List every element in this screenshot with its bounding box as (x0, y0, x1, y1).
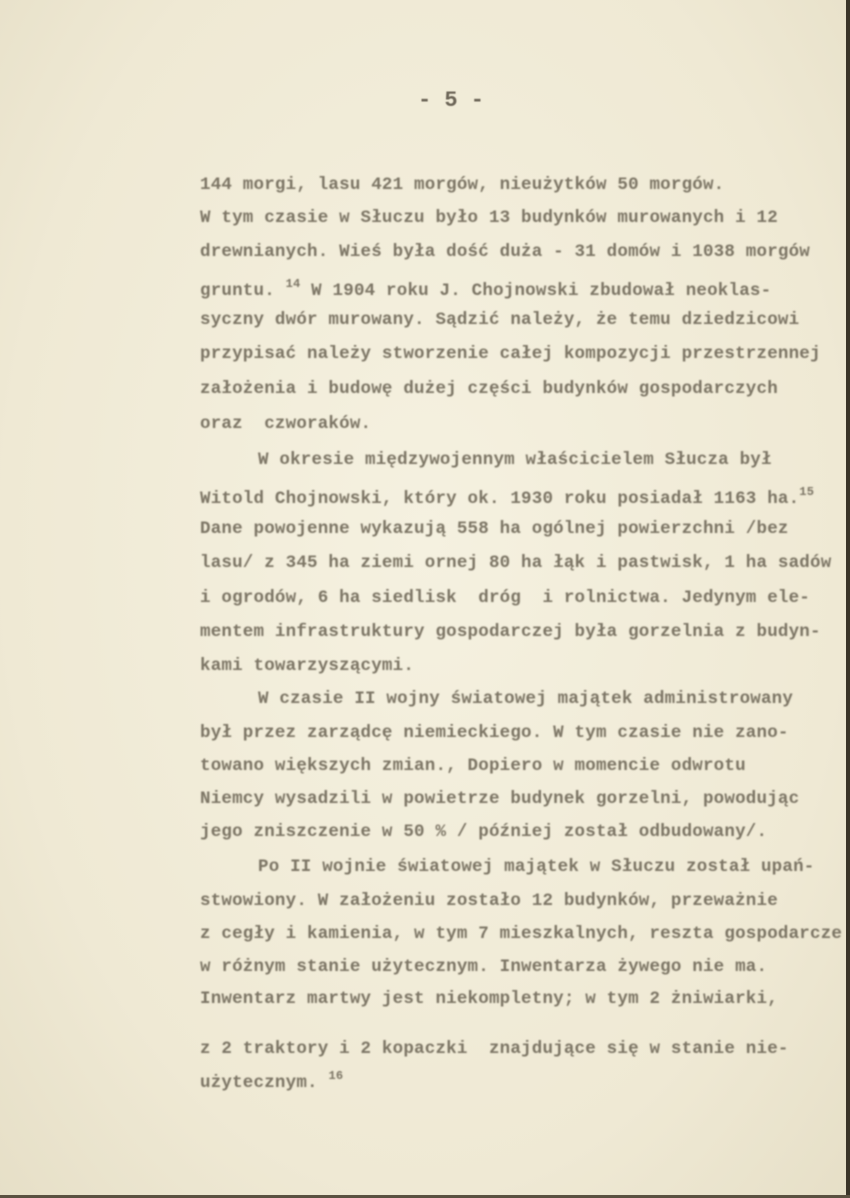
text-line: W czasie II wojny światowej majątek administrowany (258, 689, 794, 709)
text-line: 144 morgi, lasu 421 morgów, nieużytków 50 morgów. (200, 175, 725, 195)
text-fragment: użytecznym. (200, 1073, 318, 1093)
text-line: Po II wojnie światowej majątek w Słuczu został upań- (258, 857, 815, 877)
text-line: Niemcy wysadzili w powietrze budynek gorzelni, powodując (200, 789, 800, 809)
text-line: syczny dwór murowany. Sądzić należy, że temu dziedzicowi (200, 310, 800, 330)
scan-edge-right (846, 0, 850, 1198)
text-line: mentem infrastruktury gospodarczej była gorzelnia z budyn- (200, 622, 821, 642)
text-line: stwowiony. W założeniu zostało 12 budynków, przeważnie (200, 891, 778, 911)
text-line: jego zniszczenie w 50 % / później został odbudowany/. (200, 822, 768, 842)
text-line (200, 277, 771, 301)
text-line: towano większych zmian., Dopiero w momencie odwrotu (200, 756, 746, 776)
text-fragment: W 1904 roku J. Chojnowski zbudował neoklas- (311, 281, 772, 301)
text-line: przypisać należy stworzenie całej kompozycji przestrzennej (200, 344, 821, 364)
text-fragment: gruntu. (200, 281, 275, 301)
text-line: oraz czworaków. (200, 414, 372, 434)
footnote-ref: 14 (285, 277, 301, 291)
text-line (200, 1069, 343, 1093)
text-line: założenia i budowę dużej części budynków gospodarczych (200, 379, 778, 399)
text-line: Dane powojenne wykazują 558 ha ogólnej powierzchni /bez (200, 519, 789, 539)
text-line: Inwentarz martwy jest niekompletny; w tym 2 żniwiarki, (200, 989, 778, 1009)
text-line: W tym czasie w Słuczu było 13 budynków murowanych i 12 (200, 208, 778, 228)
text-line (200, 485, 814, 509)
footnote-ref: 15 (799, 485, 815, 499)
text-line: drewnianych. Wieś była dość duża - 31 domów i 1038 morgów (200, 242, 810, 262)
text-line: W okresie międzywojennym właścicielem Słucza był (258, 450, 772, 470)
text-fragment: Witold Chojnowski, który ok. 1930 roku posiadał 1163 ha. (200, 489, 800, 509)
text-line: w różnym stanie użytecznym. Inwentarza żywego nie ma. (200, 957, 768, 977)
text-line: był przez zarządcę niemieckiego. W tym czasie nie zano- (200, 723, 789, 743)
text-line: z cegły i kamienia, w tym 7 mieszkalnych, reszta gospodarcze (200, 924, 843, 944)
text-line: kami towarzyszącymi. (200, 656, 415, 676)
text-line: z 2 traktory i 2 kopaczki znajdujące się w stanie nie- (200, 1039, 789, 1059)
footnote-ref: 16 (328, 1069, 344, 1083)
page-number: - 5 - (418, 88, 485, 113)
text-line: lasu/ z 345 ha ziemi ornej 80 ha łąk i pastwisk, 1 ha sadów (200, 553, 832, 573)
text-line: i ogrodów, 6 ha siedlisk dróg i rolnictwa. Jedynym ele- (200, 588, 810, 608)
